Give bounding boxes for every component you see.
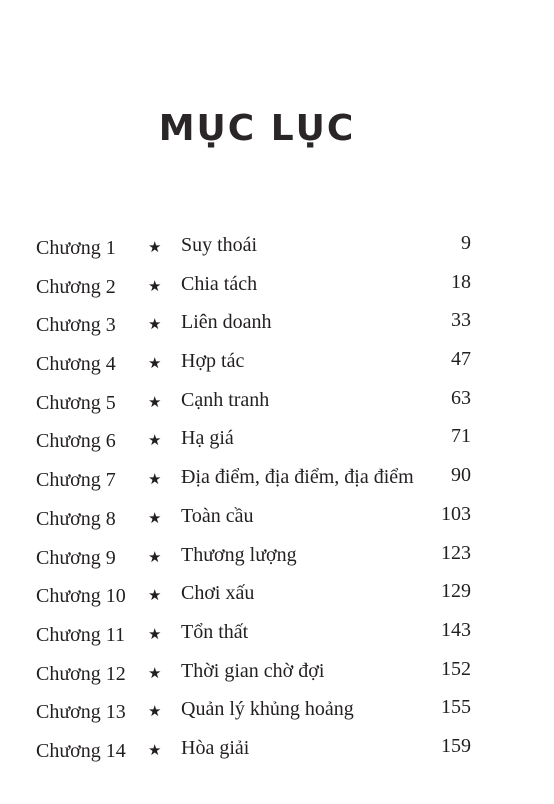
star-icon: ★ — [148, 431, 162, 450]
chapter-title: Hợp tác — [181, 350, 245, 373]
chapter-number: Chương 2 — [36, 275, 116, 298]
chapter-number: Chương 8 — [36, 507, 116, 530]
chapter-number: Chương 14 — [36, 739, 126, 762]
toc-entry — [36, 383, 486, 422]
star-icon: ★ — [148, 547, 162, 566]
chapter-title: Thương lượng — [181, 543, 297, 566]
page-number: 143 — [441, 618, 471, 641]
page-number: 129 — [441, 580, 471, 603]
page-number: 159 — [441, 734, 471, 757]
toc-entry — [36, 615, 486, 654]
toc-entry — [36, 460, 486, 499]
star-icon: ★ — [148, 276, 162, 295]
star-icon: ★ — [148, 740, 162, 759]
chapter-number: Chương 13 — [36, 701, 126, 724]
star-icon: ★ — [148, 663, 162, 682]
chapter-title: Hòa giải — [181, 736, 250, 759]
page-number: 155 — [441, 696, 471, 719]
page-number: 152 — [441, 657, 471, 680]
toc-entry — [36, 228, 486, 267]
star-icon: ★ — [148, 315, 162, 334]
page-number: 18 — [451, 270, 471, 293]
page-number: 103 — [441, 502, 471, 525]
star-icon: ★ — [148, 470, 162, 489]
toc-entry — [36, 538, 486, 577]
star-icon: ★ — [148, 508, 162, 527]
chapter-title: Toàn cầu — [181, 504, 254, 527]
star-icon: ★ — [148, 354, 162, 373]
toc-entry — [36, 654, 486, 693]
star-icon: ★ — [148, 238, 162, 256]
toc-entry — [36, 692, 486, 731]
page-number: 71 — [451, 425, 471, 448]
page-number: 47 — [451, 348, 471, 371]
page-number: 123 — [441, 541, 471, 564]
toc-entry — [36, 731, 486, 770]
star-icon: ★ — [148, 392, 162, 411]
chapter-title: Chơi xấu — [181, 582, 255, 605]
chapter-number: Chương 5 — [36, 391, 116, 414]
table-of-contents — [36, 228, 486, 770]
page-number: 63 — [451, 386, 471, 409]
chapter-title: Liên doanh — [181, 311, 272, 334]
chapter-title: Suy thoái — [181, 234, 258, 256]
star-icon: ★ — [148, 586, 162, 605]
star-icon: ★ — [148, 624, 162, 643]
chapter-title: Quản lý khủng hoảng — [181, 698, 354, 721]
page-number: 90 — [451, 464, 471, 487]
star-icon: ★ — [148, 702, 162, 721]
chapter-title: Chia tách — [181, 272, 258, 295]
chapter-number: Chương 4 — [36, 353, 116, 376]
toc-entry — [36, 576, 486, 615]
toc-entry — [36, 421, 486, 460]
chapter-number: Chương 12 — [36, 662, 126, 685]
chapter-number: Chương 3 — [36, 314, 116, 337]
chapter-title: Tổn thất — [181, 620, 249, 643]
toc-entry — [36, 344, 486, 383]
chapter-number: Chương 11 — [36, 623, 126, 646]
chapter-number: Chương 9 — [36, 546, 116, 569]
chapter-number: Chương 1 — [36, 237, 116, 259]
chapter-number: Chương 7 — [36, 469, 116, 492]
toc-entry — [36, 305, 486, 344]
toc-entry — [36, 499, 486, 538]
chapter-number: Chương 10 — [36, 585, 126, 608]
chapter-title: Địa điểm, địa điểm, địa điểm — [181, 466, 414, 489]
chapter-title: Hạ giá — [181, 427, 234, 450]
toc-entry — [36, 267, 486, 306]
page-number: 9 — [461, 232, 471, 254]
page-title: MỤC LỤC — [158, 108, 356, 149]
chapter-title: Thời gian chờ đợi — [181, 659, 325, 682]
chapter-number: Chương 6 — [36, 430, 116, 453]
chapter-title: Cạnh tranh — [181, 388, 270, 411]
page-number: 33 — [451, 309, 471, 332]
